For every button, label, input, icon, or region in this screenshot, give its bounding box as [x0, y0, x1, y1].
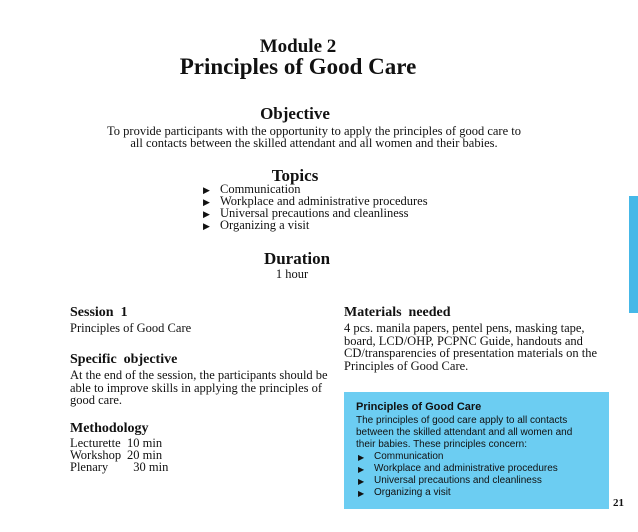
summary-box-list: [356, 451, 597, 499]
list-item: ▶ Organizing a visit: [203, 218, 310, 232]
summary-box-line: The principles of good care apply to all contacts: [356, 415, 568, 426]
list-item: ▶ Organizing a visit: [358, 487, 451, 498]
bullet-triangle-icon: ▶: [203, 185, 210, 195]
objective-line-1: To provide participants with the opportunity to apply the principles of good care to: [107, 124, 521, 138]
specific-objective-heading: Specific objective: [70, 352, 178, 367]
session-heading: Session 1: [70, 305, 128, 320]
list-item: ▶ Universal precautions and cleanliness: [203, 206, 409, 220]
methodology-label: Lecturette: [70, 436, 121, 450]
summary-box-title: Principles of Good Care: [356, 401, 482, 413]
list-item: ▶ Communication: [358, 451, 444, 462]
summary-box: [344, 392, 609, 509]
list-item: ▶ Workplace and administrative procedures: [203, 194, 428, 208]
list-item: ▶ Communication: [203, 182, 301, 196]
specific-objective-line: able to improve skills in applying the principles of: [70, 380, 323, 395]
materials-line: 4 pcs. manila papers, pentel pens, masking tape,: [344, 321, 585, 335]
specific-objective-line: good care.: [70, 393, 123, 407]
materials-line: CD/transparencies of presentation materials on the: [344, 346, 598, 360]
materials-heading: Materials needed: [344, 305, 451, 320]
bullet-triangle-icon: ▶: [358, 453, 365, 462]
duration-heading: Duration: [263, 249, 331, 268]
methodology-label: Workshop: [70, 448, 122, 462]
specific-objective-line: At the end of the session, the participants should be: [70, 368, 328, 382]
duration-value: 1 hour: [275, 267, 309, 281]
side-tab: [629, 196, 638, 313]
session-text: Principles of Good Care: [70, 321, 192, 335]
bullet-triangle-icon: ▶: [203, 221, 210, 231]
bullet-triangle-icon: ▶: [358, 489, 365, 498]
bullet-triangle-icon: ▶: [203, 197, 210, 207]
list-item: ▶ Workplace and administrative procedures: [358, 463, 558, 474]
materials-line: board, LCD/OHP, PCPNC Guide, handouts and: [344, 333, 583, 348]
summary-box-line: between the skilled attendant and all women and: [356, 427, 573, 438]
methodology-value: 20 min: [127, 448, 163, 462]
page-title: Principles of Good Care: [179, 54, 417, 79]
objective-heading: Objective: [260, 104, 330, 123]
bullet-triangle-icon: ▶: [358, 465, 365, 474]
materials-line: Principles of Good Care.: [344, 358, 469, 373]
bullet-triangle-icon: ▶: [358, 477, 365, 486]
table-row: [70, 461, 168, 473]
materials-text: [344, 322, 614, 372]
specific-objective-text: [70, 369, 335, 407]
methodology-value: 10 min: [127, 436, 163, 450]
methodology-value: 30 min: [127, 460, 169, 474]
module-label: Module 2: [259, 36, 337, 57]
topics-list: [203, 183, 428, 231]
summary-box-line: their babies. These principles concern:: [356, 439, 528, 450]
methodology-table: [70, 437, 168, 473]
methodology-label: Plenary: [70, 460, 109, 474]
bullet-triangle-icon: ▶: [203, 209, 210, 219]
topics-heading: Topics: [271, 166, 319, 185]
objective-line-2: all contacts between the skilled attendant and all women and their babies.: [130, 136, 498, 150]
methodology-heading: Methodology: [70, 421, 149, 436]
page-number: 21: [613, 497, 624, 509]
list-item: ▶ Universal precautions and cleanliness: [358, 475, 542, 486]
